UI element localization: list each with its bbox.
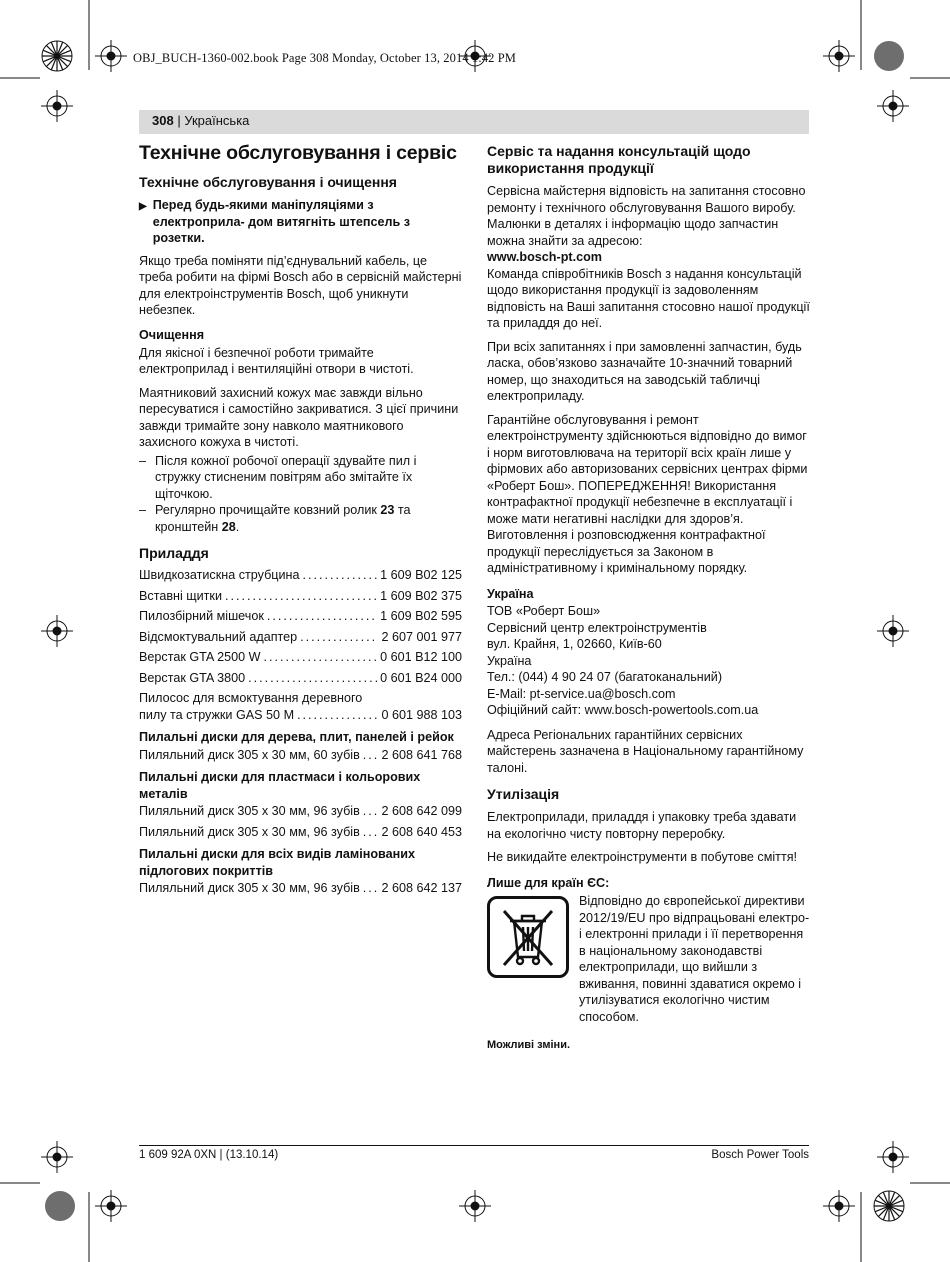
cleaning-paragraph-2: Маятниковий захисний кожух має завжди вільно пересуватися і самостійно закриватися. З цієї причини завжди тримайте зону навколо маятникового захисного кожуха в чистоті. xyxy=(139,385,459,449)
dash-bullet: – xyxy=(139,453,147,468)
accessories-heading: Приладдя xyxy=(139,545,209,561)
address-line: E-Mail: pt-service.ua@bosch.com xyxy=(487,686,676,701)
maintenance-heading: Технічне обслуговування і очищення xyxy=(139,174,397,190)
wood-blades-heading: Пилальні диски для дерева, плит, панелей і рейок xyxy=(139,730,454,744)
book-info-line: OBJ_BUCH-1360-002.book Page 308 Monday, October 13, 2014 1:42 PM xyxy=(133,51,517,65)
service-heading: Сервіс та надання консультацій щодо використання продукції xyxy=(487,143,751,176)
address-line: Офіційний сайт: www.bosch-powertools.com.ua xyxy=(487,703,759,717)
service-paragraph-4: Гарантійне обслуговування і ремонт електроінструменту здійснюються відповідно до вимог і норм виготовлювача на території всіх країн лише у фірмових або авторизованих сервісних центрах фірми «Роберт Бош». ПОПЕРЕДЖЕННЯ! Використання контрафактної продукції небезпечне в експлуатації і може мати негативні наслідки для здоров’я. Виготовлення і розповсюдження контрафактної продукції переслідується за Законом в адміністративному і кримінальному порядку. xyxy=(487,412,808,575)
accessories-list xyxy=(139,567,462,686)
accessory-row xyxy=(139,629,462,646)
section-title: Технічне обслуговування і сервіс xyxy=(139,142,457,164)
accessory-number: 2 607 001 977 xyxy=(381,629,462,644)
plastic-blade-name: Пиляльний диск 305 x 30 мм, 96 зубів xyxy=(139,804,360,818)
cleaning-step-1 xyxy=(139,453,462,503)
plastic-blades-heading: Пилальні диски для пластмаси і кольорових металів xyxy=(139,770,421,801)
eu-directive-text: Відповідно до європейської директиви 2012/19/EU про відпрацьовані електро- і електронні прилади і її перетворення в національному законодавстві електроприлади, що вийшли з вживання, повинні здаватися окремо і утилізуватися екологічно чистим способом. xyxy=(579,894,810,1024)
step-2-text-mid: та кронштейн xyxy=(155,503,411,534)
roller-ref-number: 23 xyxy=(380,503,395,517)
dot-leader xyxy=(363,824,379,841)
cleaning-step-1-text: Після кожної робочої операції здувайте пил і стружку стисненим повітрям або змітайте їх щіточкою. xyxy=(155,453,417,501)
plastic-blade-row xyxy=(139,824,462,841)
accessory-number: 0 601 B24 000 xyxy=(380,670,462,685)
accessory-row xyxy=(139,670,462,687)
step-2-text-end: . xyxy=(235,519,240,534)
dot-leader xyxy=(264,649,378,666)
changes-note: Можливі зміни. xyxy=(487,1039,571,1051)
eu-only-heading: Лише для країн ЄС: xyxy=(487,875,610,890)
accessory-vacuum-number: 0 601 988 103 xyxy=(381,707,462,722)
accessory-number: 1 609 B02 375 xyxy=(380,588,462,603)
safety-warning xyxy=(139,197,462,247)
regional-addresses-note: Адреса Регіональних гарантійних сервісних майстерень зазначена в Національному гарантійному талоні. xyxy=(487,727,804,775)
cable-replacement-text: Якщо треба поміняти під’єднувальний кабель, це треба робити на фірмі Bosch або в сервісній майстерні для електроінструментів Bosch, щоб уникнути небезпек. xyxy=(139,253,462,317)
plastic-blade-number: 2 608 642 099 xyxy=(381,804,462,818)
plastic-blade-name: Пиляльний диск 305 x 30 мм, 96 зубів xyxy=(139,824,360,839)
accessory-row xyxy=(139,649,462,666)
service-paragraph-1: Сервісна майстерня відповість на запитання стосовно ремонту і технічного обслуговування Вашого виробу. Малюнки в деталях і інформацію щодо запчастин можна знайти за адресою: xyxy=(487,184,806,248)
dot-leader xyxy=(267,608,377,625)
plastic-blades-list xyxy=(139,803,462,840)
accessory-name: Відсмоктувальний адаптер xyxy=(139,629,298,644)
arrow-bullet-icon: ▶ xyxy=(139,201,147,212)
disposal-paragraph-2: Не викидайте електроінструменти в побутове сміття! xyxy=(487,850,798,864)
page-number: 308 xyxy=(152,113,174,128)
laminate-blade-number: 2 608 642 137 xyxy=(381,881,462,895)
laminate-blades-list xyxy=(139,880,462,897)
dot-leader xyxy=(225,588,377,605)
accessory-number: 1 609 B02 595 xyxy=(380,609,462,623)
wood-blade-row xyxy=(139,747,462,764)
address-line: Тел.: (044) 4 90 24 07 (багатоканальний) xyxy=(487,670,723,684)
safety-warning-text: Перед будь-якими маніпуляціями з електроприла- дом витягніть штепсель з розетки. xyxy=(152,198,411,245)
accessory-vacuum-line-1: Пилосос для всмоктування деревного xyxy=(139,691,363,705)
dot-leader xyxy=(302,567,377,584)
plastic-blade-row xyxy=(139,803,462,820)
accessory-row xyxy=(139,608,462,625)
address-line: Сервісний центр електроінструментів xyxy=(487,620,707,635)
cleaning-step-2 xyxy=(139,502,462,535)
footer-rule xyxy=(139,1145,809,1146)
service-paragraph-2: Команда співробітників Bosch з надання консультацій щодо використання продукції із задоволенням відповість на Ваші запитання стосовно нашої продукції та приладдя до неї. xyxy=(487,266,810,330)
plastic-blade-number: 2 608 640 453 xyxy=(381,824,462,839)
laminate-blades-heading: Пилальні диски для всіх видів ламінованих підлогових покриттів xyxy=(139,847,415,878)
accessory-name: Верстак GTA 3800 xyxy=(139,670,246,685)
address-line: ТОВ «Роберт Бош» xyxy=(487,604,601,618)
eu-directive-block xyxy=(487,893,810,1025)
dot-leader xyxy=(363,803,379,820)
bracket-ref-number: 28 xyxy=(221,519,236,534)
accessory-vacuum-line-2: пилу та стружки GAS 50 M xyxy=(139,707,295,722)
service-address xyxy=(487,603,810,719)
step-2-text-start: Регулярно прочищайте ковзний ролик xyxy=(155,503,381,517)
cleaning-heading: Очищення xyxy=(139,327,205,342)
weee-crossed-bin-icon xyxy=(487,896,569,978)
accessory-row xyxy=(139,588,462,605)
accessory-vacuum-row xyxy=(139,690,462,723)
accessory-name: Швидкозатискна струбцина xyxy=(139,568,300,582)
accessory-number: 0 601 B12 100 xyxy=(380,650,462,664)
right-column xyxy=(487,143,810,1054)
dot-leader xyxy=(300,629,378,646)
accessory-name: Пилозбірний мішечок xyxy=(139,609,264,623)
address-line: вул. Крайня, 1, 02660, Київ-60 xyxy=(487,637,662,651)
service-website[interactable]: www.bosch-pt.com xyxy=(487,250,602,264)
page-header: 308 | Українська xyxy=(152,113,250,128)
wood-blades-list xyxy=(139,747,462,764)
disposal-heading: Утилізація xyxy=(487,786,560,802)
country-heading: Україна xyxy=(487,586,534,601)
accessory-row xyxy=(139,567,462,584)
laminate-blade-name: Пиляльний диск 305 x 30 мм, 96 зубів xyxy=(139,881,360,895)
left-column xyxy=(139,142,462,901)
laminate-blade-row xyxy=(139,880,462,897)
accessory-number: 1 609 B02 125 xyxy=(380,568,462,582)
dash-bullet: – xyxy=(139,503,147,517)
wood-blade-number: 2 608 641 768 xyxy=(381,747,462,762)
dot-leader xyxy=(248,670,377,687)
dot-leader xyxy=(363,880,379,897)
accessory-name: Верстак GTA 2500 W xyxy=(139,650,261,664)
footer-code: 1 609 92A 0XN | (13.10.14) xyxy=(139,1149,279,1161)
service-paragraph-3: При всіх запитаннях і при замовленні запчастин, будь ласка, обов’язково зазначайте 10-значний товарний номер, що знаходиться на заводській табличці електроприладу. xyxy=(487,339,802,403)
accessory-name: Вставні щитки xyxy=(139,588,222,603)
address-line: Україна xyxy=(487,653,532,668)
wood-blade-name: Пиляльний диск 305 x 30 мм, 60 зубів xyxy=(139,747,360,762)
dot-leader xyxy=(363,747,379,764)
dot-leader xyxy=(297,707,378,724)
disposal-paragraph-1: Електроприлади, приладдя і упаковку треба здавати на екологічно чисту повторну переробку. xyxy=(487,810,797,841)
cleaning-step-2-text xyxy=(155,502,462,535)
cleaning-paragraph-1: Для якісної і безпечної роботи тримайте електроприлад і вентиляційні отвори в чистоті. xyxy=(139,345,414,376)
footer-brand: Bosch Power Tools xyxy=(711,1149,809,1161)
page-language: Українська xyxy=(184,113,250,128)
